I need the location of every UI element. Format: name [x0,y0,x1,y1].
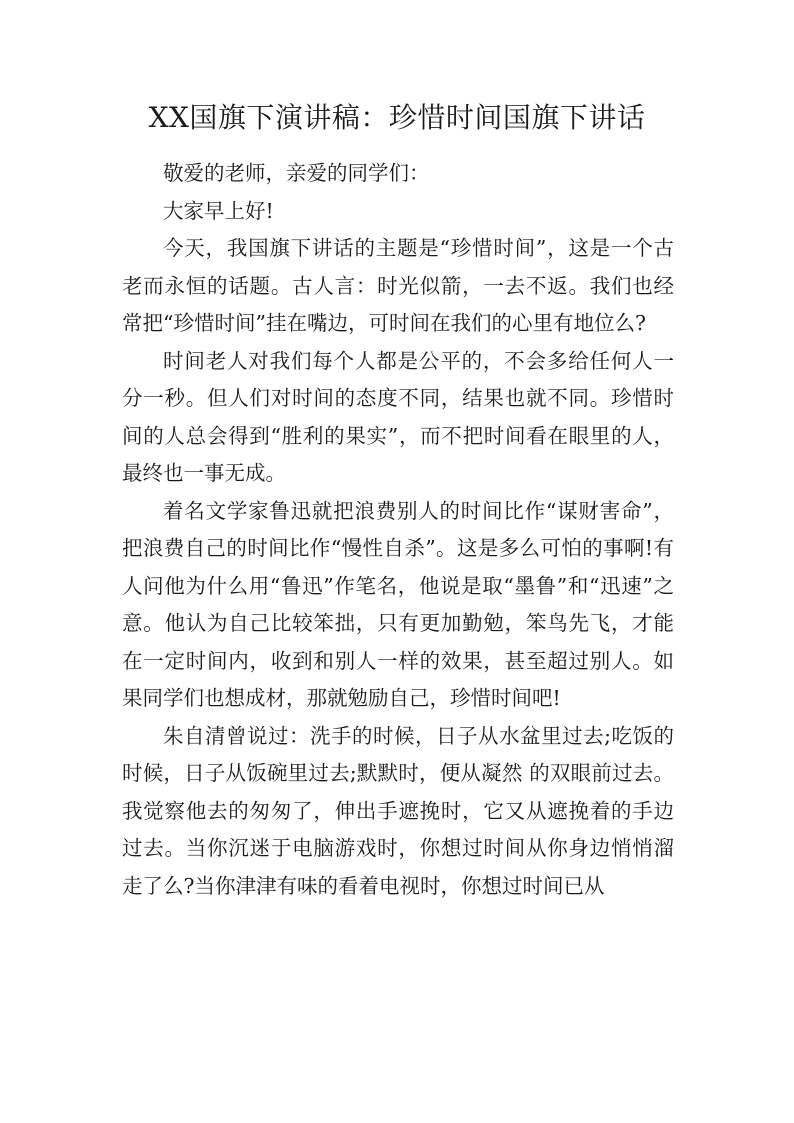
document-title: XX国旗下演讲稿：珍惜时间国旗下讲话 [148,101,646,134]
document-body [122,155,674,905]
paragraph-lu-xun: 着名文学家鲁迅就把浪费别人的时间比作“谋财害命”，把浪费自己的时间比作“慢性自杀”。这是多么可怕的事啊!有人问他为什么用“鲁迅”作笔名，他说是取“墨鲁”和“迅速”之意。他认为自己比较笨拙，只有更加勤勉，笨鸟先飞，才能在一定时间内，收到和别人一样的效果，甚至超过别人。如果同学们也想成材，那就勉励自己，珍惜时间吧! [122,498,674,710]
paragraph-salutation: 敬爱的老师，亲爱的同学们： [163,161,430,185]
paragraph-greeting: 大家早上好! [163,198,274,223]
paragraph-fairness: 时间老人对我们每个人都是公平的，不会多给任何人一分一秒。但人们对时间的态度不同，结果也就不同。珍惜时间的人总会得到“胜利的果实”，而不把时间看在眼里的人，最终也一事无成。 [122,348,674,485]
paragraph-zhu-ziqing: 朱自清曾说过：洗手的时候，日子从水盆里过去;吃饭的时候，日子从饭碗里过去;默默时，便从凝然 的双眼前过去。我觉察他去的匆匆了，伸出手遮挽时，它又从遮挽着的手边过去。当你沉迷于电脑游戏时，你想过时间从你身边悄悄溜走了么?当你津津有味的看着电视时，你想过时间已从 [122,723,674,898]
paragraph-topic: 今天，我国旗下讲话的主题是“珍惜时间”，这是一个古老而永恒的话题。古人言：时光似箭，一去不返。我们也经常把“珍惜时间”挂在嘴边，可时间在我们的心里有地位么? [122,236,674,335]
